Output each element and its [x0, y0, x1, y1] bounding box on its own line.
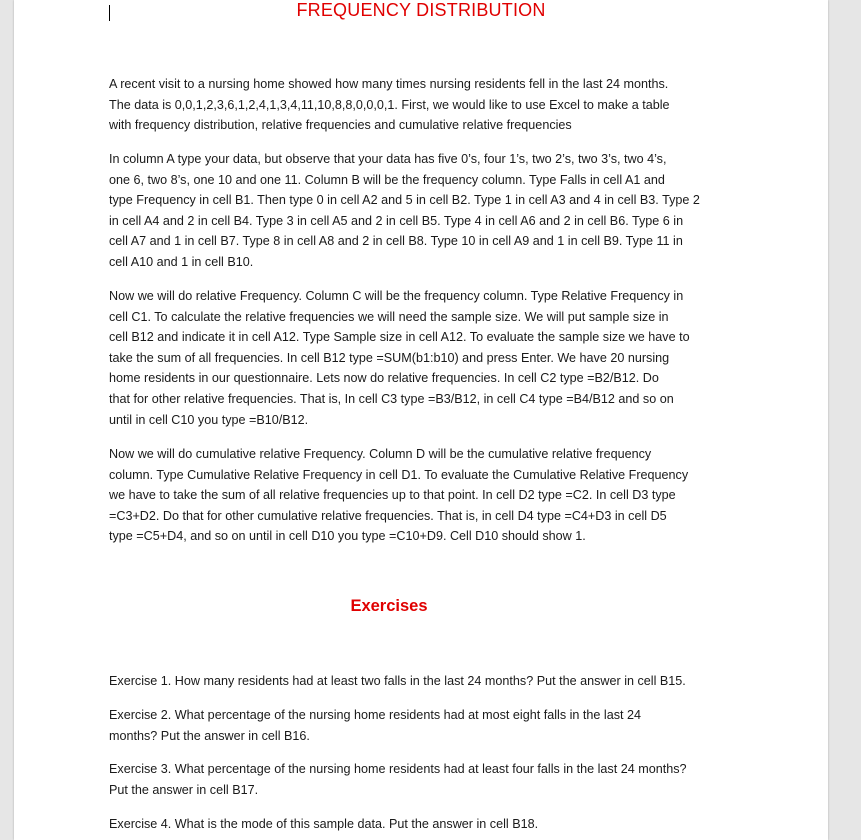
document-title: FREQUENCY DISTRIBUTION: [296, 0, 546, 20]
document-page[interactable]: [14, 0, 828, 840]
exercise-1: Exercise 1. How many residents had at least two falls in the last 24 months? Put the answer in cell B15.: [109, 674, 686, 688]
exercises-heading: Exercises: [350, 597, 428, 615]
intro-paragraph: A recent visit to a nursing home showed how many times nursing residents fell in the last 24 months. The data is 0,0,1,2,3,6,1,2,4,1,3,4,11,10,8,8,0,0,0,1. First, we would like to use Excel to make a table with frequency distribution, relative frequencies and cumulative relative frequencies: [109, 77, 670, 133]
exercise-2: Exercise 2. What percentage of the nursing home residents had at most eight falls in the last 24 months? Put the answer in cell B16.: [109, 708, 642, 743]
relative-frequency-paragraph: Now we will do relative Frequency. Column C will be the frequency column. Type Relative Frequency in cell C1. To calculate the relative frequencies we will need the sample size. We will put sample size in cell B12 and indicate it in cell A12. Type Sample size in cell A12. To evaluate the sample size we have to take the sum of all frequencies. In cell B12 type =SUM(b1:b10) and press Enter. We have 20 nursing home residents in our questionnaire. Lets now do relative frequencies. In cell C2 type =B2/B12. Do that for other relative frequencies. That is, In cell C3 type =B3/B12, in cell C4 type =B4/B12 and so on until in cell C10 you type =B10/B12.: [109, 289, 690, 427]
exercise-3: Exercise 3. What percentage of the nursing home residents had at least four falls in the last 24 months? Put the answer in cell B17.: [109, 762, 687, 797]
exercise-4: Exercise 4. What is the mode of this sample data. Put the answer in cell B18.: [109, 817, 539, 831]
frequency-paragraph: In column A type your data, but observe that your data has five 0’s, four 1’s, two 2’s, two 3’s, two 4’s, one 6, two 8’s, one 10 and one 11. Column B will be the frequency column. Type Falls in cell A1 and type Frequency in cell B1. Then type 0 in cell A2 and 5 in cell B2. Type 1 in cell A3 and 4 in cell B3. Type 2 in cell A4 and 2 in cell B4. Type 3 in cell A5 and 2 in cell B5. Type 4 in cell A6 and 2 in cell B6. Type 6 in cell A7 and 1 in cell B7. Type 8 in cell A8 and 2 in cell B8. Type 10 in cell A9 and 1 in cell B9. Type 11 in cell A10 and 1 in cell B10.: [109, 152, 700, 269]
cumulative-frequency-paragraph: Now we will do cumulative relative Frequency. Column D will be the cumulative relative frequency column. Type Cumulative Relative Frequency in cell D1. To evaluate the Cumulative Relative Frequency we have to take the sum of all relative frequencies up to that point. In cell D2 type =C2. In cell D3 type =C3+D2. Do that for other cumulative relative frequencies. That is, in cell D4 type =C4+D3 in cell D5 type =C5+D4, and so on until in cell D10 you type =C10+D9. Cell D10 should show 1.: [109, 447, 689, 544]
